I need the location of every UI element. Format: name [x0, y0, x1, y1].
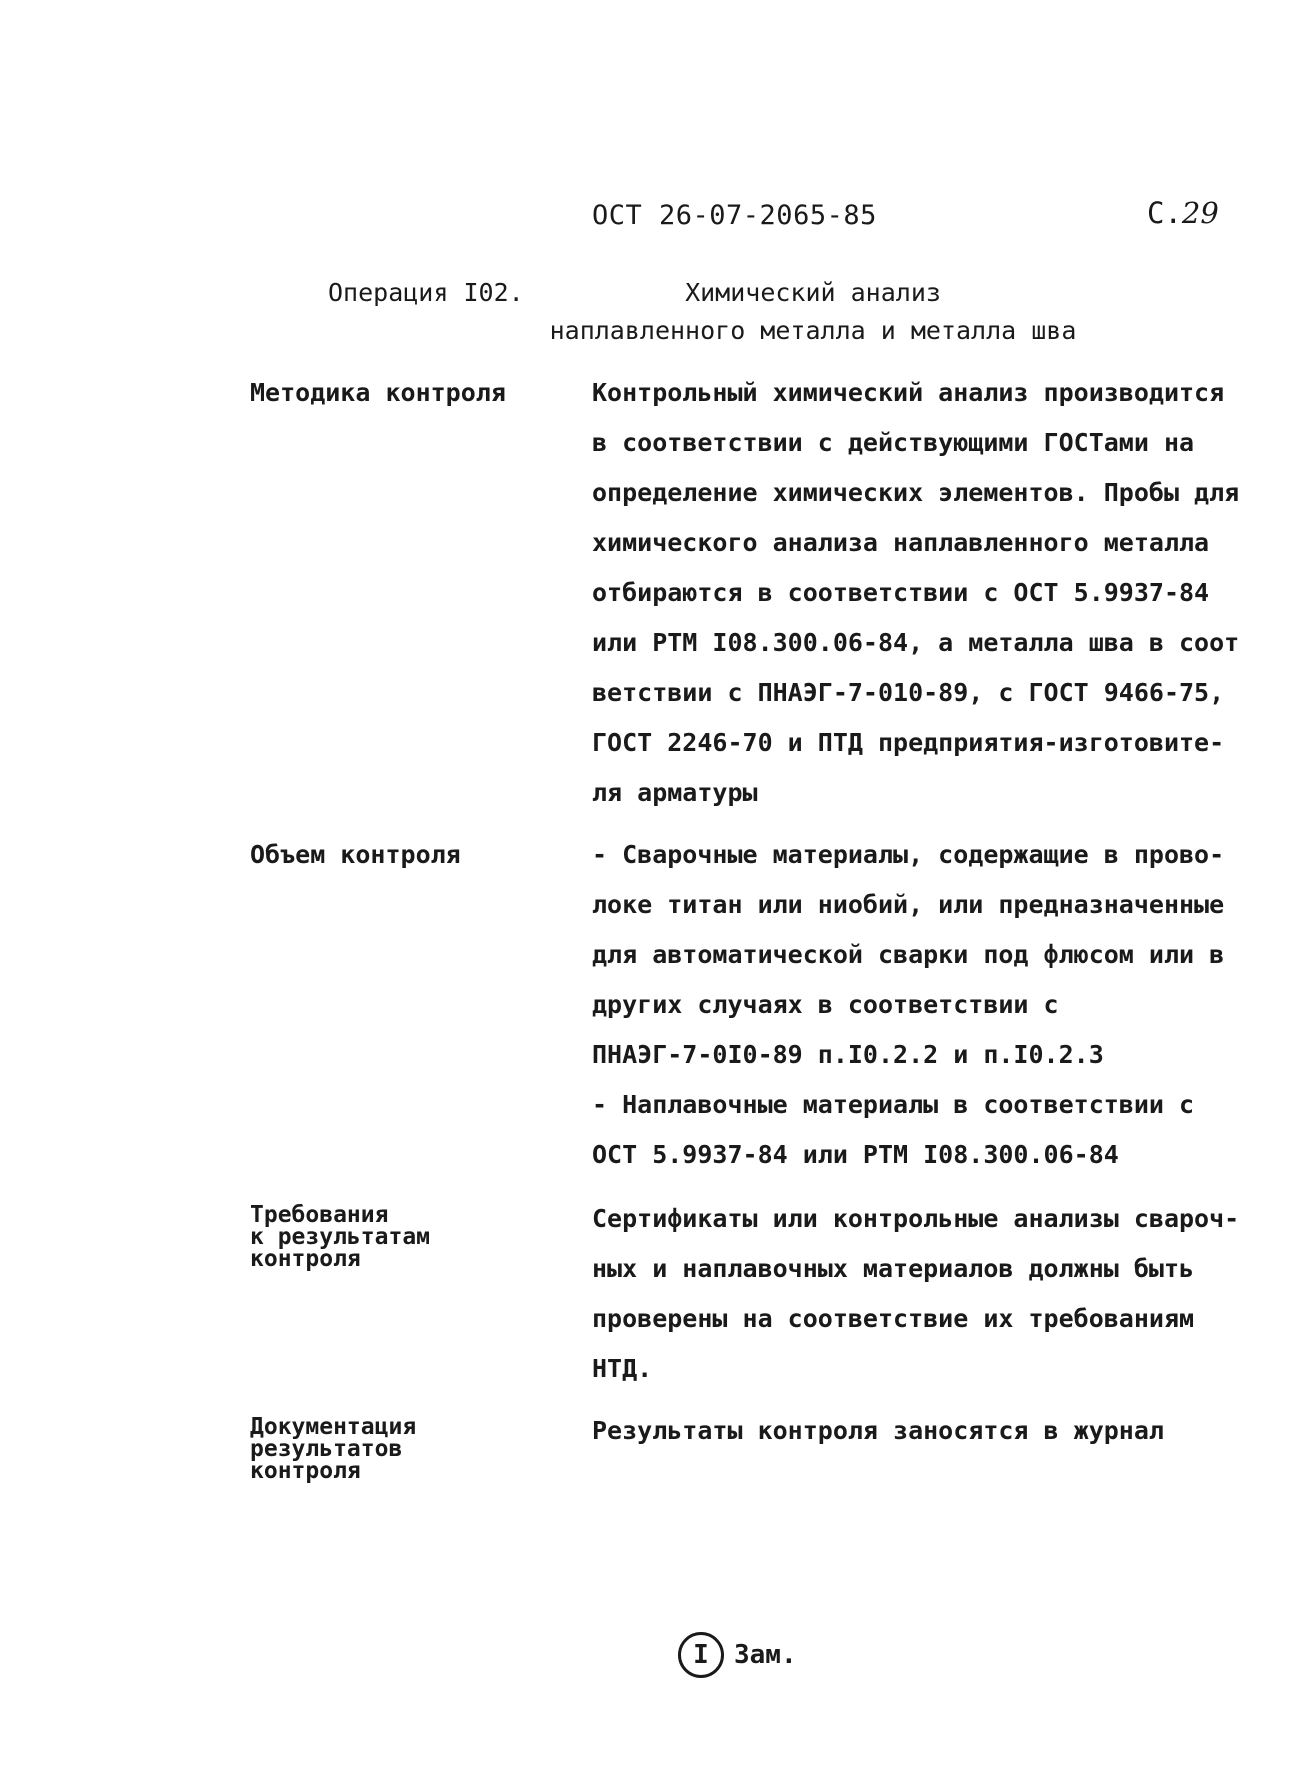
method-line: Контрольный химический анализ производится	[592, 378, 1225, 407]
scope-line: локе титан или ниобий, или предназначенные	[592, 890, 1225, 919]
operation-title-line2: наплавленного металла и металла шва	[549, 316, 1077, 345]
documentation-line: Результаты контроля заносятся в журнал	[592, 1416, 1164, 1445]
page-prefix: С.	[1147, 196, 1182, 230]
operation-title-line1: Химический анализ	[685, 278, 941, 307]
operation-label: Операция I02.	[328, 278, 524, 307]
scope-line: ПНАЭГ-7-0I0-89 п.I0.2.2 и п.I0.2.3	[592, 1040, 1104, 1069]
change-number-circle	[678, 1632, 724, 1678]
documentation-label-line: Документация	[250, 1414, 417, 1440]
method-line: химического анализа наплавленного металла	[592, 528, 1210, 557]
page-number-value: 29	[1181, 196, 1219, 230]
scope-label: Объем контроля	[250, 840, 461, 869]
documentation-label-line: результатов	[250, 1436, 403, 1462]
method-line: отбираются в соответствии с ОСТ 5.9937-84	[592, 578, 1210, 607]
scope-line: - Сварочные материалы, содержащие в прово-	[592, 840, 1225, 869]
method-line: ветствии с ПНАЭГ-7-010-89, с ГОСТ 9466-75,	[592, 678, 1225, 707]
scope-line: для автоматической сварки под флюсом или в	[592, 940, 1225, 969]
document-code: ОСТ 26-07-2065-85	[592, 200, 877, 231]
method-line: или РТМ I08.300.06-84, а металла шва в соот	[592, 628, 1240, 657]
page-number	[1147, 196, 1219, 230]
requirements-label-line: Требования	[250, 1202, 389, 1228]
requirements-label	[250, 1204, 430, 1270]
requirements-line: проверены на соответствие их требованиям	[592, 1304, 1195, 1333]
method-line: в соответствии с действующими ГОСТами на	[592, 428, 1195, 457]
method-label: Методика контроля	[250, 378, 506, 407]
method-line: определение химических элементов. Пробы для	[592, 478, 1240, 507]
scope-line: - Наплавочные материалы в соответствии с	[592, 1090, 1195, 1119]
documentation-label-line: контроля	[250, 1458, 361, 1484]
scope-line: ОСТ 5.9937-84 или РТМ I08.300.06-84	[592, 1140, 1119, 1169]
requirements-line: Сертификаты или контрольные анализы свароч-	[592, 1204, 1240, 1233]
method-line: ГОСТ 2246-70 и ПТД предприятия-изготовите-	[592, 728, 1225, 757]
method-line: ля арматуры	[592, 778, 758, 807]
requirements-line: ных и наплавочных материалов должны быть	[592, 1254, 1195, 1283]
scope-line: других случаях в соответствии с	[592, 990, 1059, 1019]
requirements-label-line: к результатам	[250, 1224, 431, 1250]
requirements-label-line: контроля	[250, 1246, 361, 1272]
documentation-label	[250, 1416, 416, 1482]
change-label: Зам.	[734, 1640, 797, 1670]
change-number: I	[693, 1640, 709, 1670]
requirements-line: НТД.	[592, 1354, 653, 1383]
